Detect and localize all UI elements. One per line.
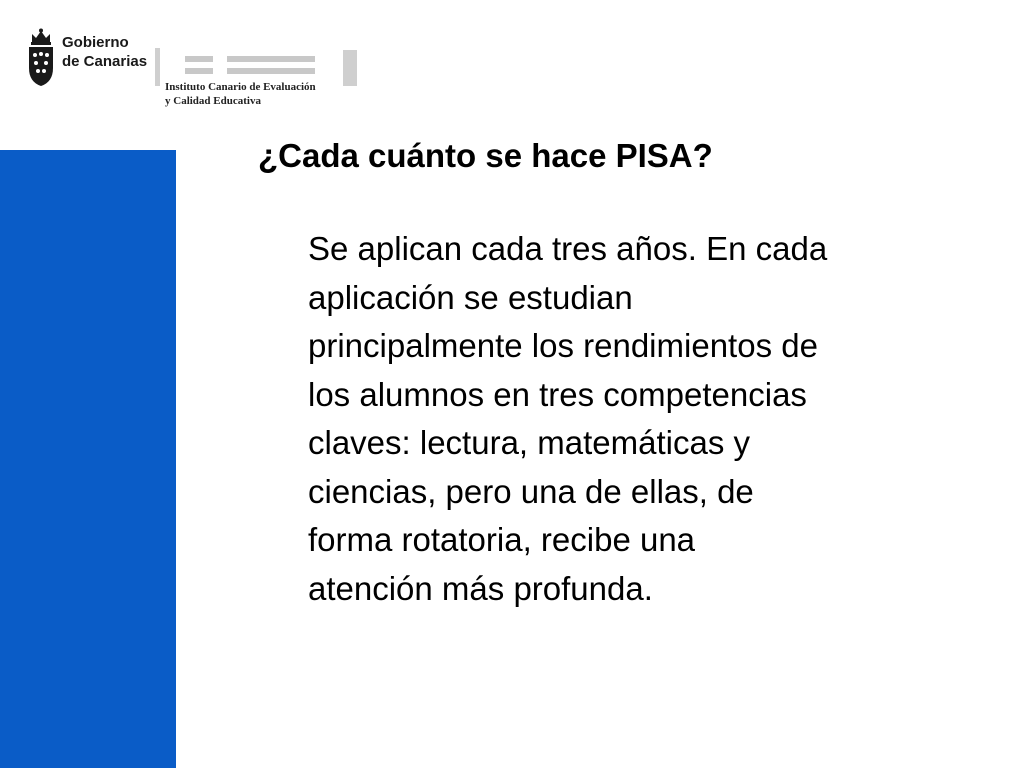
body-line: ciencias, pero una de ellas, de <box>308 472 754 510</box>
iceec-logo-text <box>165 80 316 108</box>
iceec-logo-line2: y Calidad Educativa <box>165 95 261 107</box>
slide-body <box>308 225 948 613</box>
slide-title: ¿Cada cuánto se hace PISA? <box>258 137 713 174</box>
body-line: atención más profunda. <box>308 569 653 607</box>
body-line: principalmente los rendimientos de <box>308 327 818 364</box>
slide-header <box>0 0 420 112</box>
body-line: aplicación se estudian <box>308 278 633 316</box>
left-accent-bar <box>0 150 176 768</box>
gov-logo-text <box>62 33 147 71</box>
body-line: Se aplican cada tres años. En cada <box>308 230 828 267</box>
gobierno-de-canarias-logo <box>26 28 148 88</box>
iceec-logo-line1: Instituto Canario de Evaluación <box>165 81 316 93</box>
coat-of-arms-icon <box>26 28 56 88</box>
body-line: los alumnos en tres competencias <box>308 375 807 413</box>
iceec-logo <box>155 48 365 108</box>
gov-logo-line1: Gobierno <box>62 34 129 51</box>
body-line: claves: lectura, matemáticas y <box>308 424 750 461</box>
body-line: forma rotatoria, recibe una <box>308 521 696 558</box>
gov-logo-line2: de Canarias <box>62 53 148 70</box>
